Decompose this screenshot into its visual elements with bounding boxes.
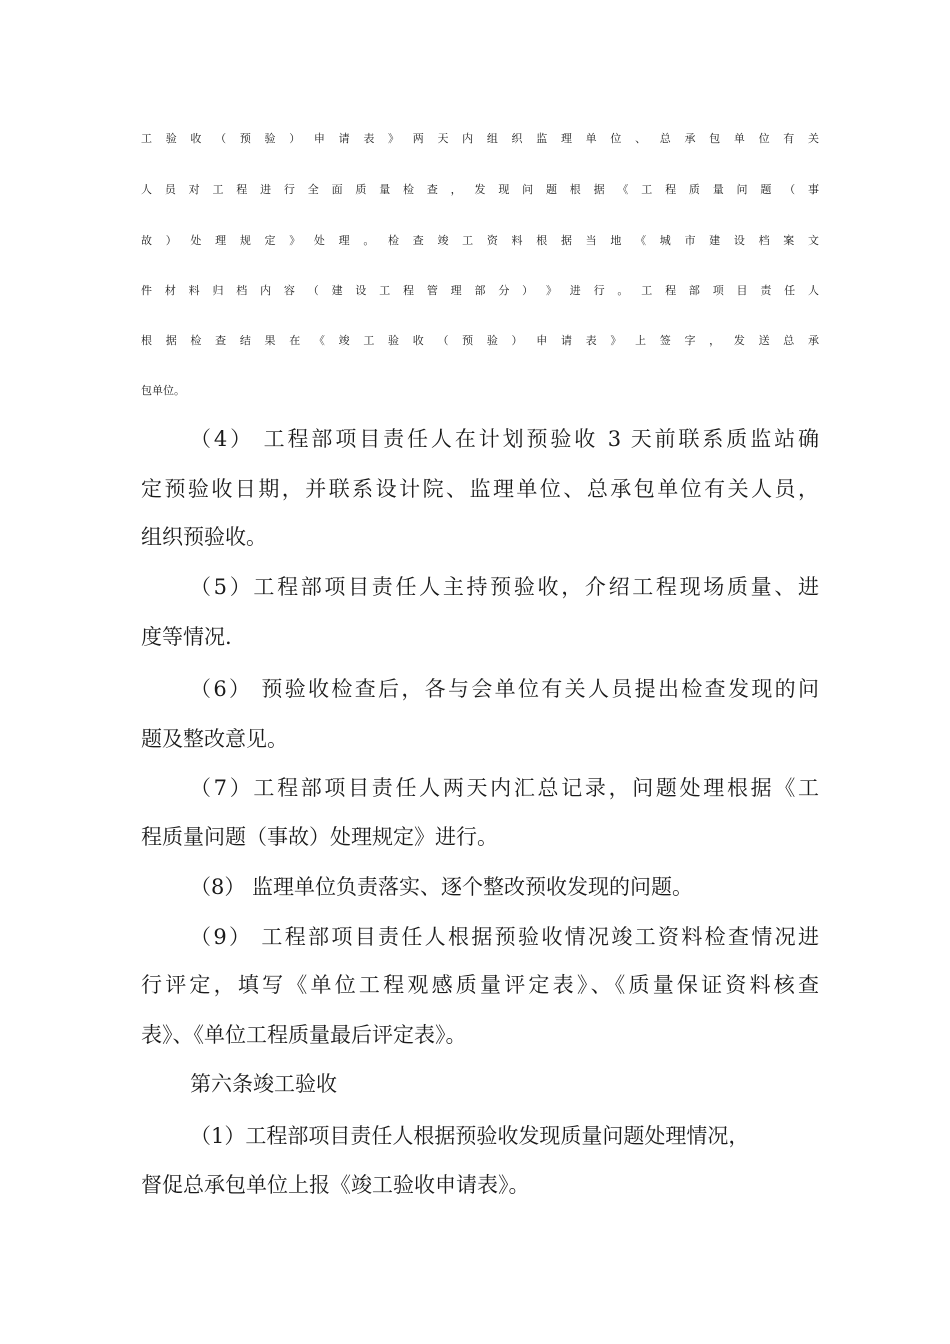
item-9-line-3: 表》、《单位工程质量最后评定表》。 [141, 1023, 467, 1047]
item-7-line-2: 程质量问题（事故）处理规定》进行。 [141, 825, 498, 849]
small-text-line-3: 故 ） 处 理 规 定 》 处 理 。 检 查 竣 工 资 料 根 据 当 地 《 城 市 建 设 档 案 文 [141, 234, 819, 247]
item-4-line-3: 组织预验收。 [141, 525, 267, 549]
item-6-line-2: 题及整改意见。 [141, 727, 288, 751]
small-text-line-6: 包单位。 [141, 384, 185, 397]
small-text-line-1: 工 验 收 （ 预 验 ） 申 请 表 》 两 天 内 组 织 监 理 单 位 、 总 承 包 单 位 有 关 [141, 132, 819, 145]
item-6-line-1: （6） 预验收检查后，各与会单位有关人员提出检查发现的问 [190, 677, 819, 701]
item-8-line-1: （8） 监理单位负责落实、逐个整改预收发现的问题。 [190, 875, 694, 899]
section-6-heading: 第六条竣工验收 [190, 1072, 337, 1096]
small-text-line-4: 件 材 料 归 档 内 容 （ 建 设 工 程 管 理 部 分 ） 》 进 行 。 工 程 部 项 目 责 任 人 [141, 284, 819, 297]
item-5-line-2: 度等情况. [141, 625, 232, 649]
item-9-line-1: （9） 工程部项目责任人根据预验收情况竣工资料检查情况进 [190, 925, 819, 949]
section-6-item-1-line-1: （1）工程部项目责任人根据预验收发现质量问题处理情况， [190, 1124, 750, 1148]
item-4-line-2: 定预验收日期，并联系设计院、监理单位、总承包单位有关人员， [141, 477, 819, 501]
item-4-line-1: （4） 工程部项目责任人在计划预验收 3 天前联系质监站确 [190, 427, 819, 451]
section-6-item-1-line-2: 督促总承包单位上报《竣工验收申请表》。 [141, 1173, 530, 1197]
small-text-line-2: 人 员 对 工 程 进 行 全 面 质 量 检 查 ， 发 现 问 题 根 据 《 工 程 质 量 问 题 （ 事 [141, 183, 819, 196]
item-9-line-2: 行评定，填写《单位工程观感质量评定表》、《质量保证资料核查 [141, 973, 819, 997]
item-5-line-1: （5）工程部项目责任人主持预验收，介绍工程现场质量、进 [190, 575, 819, 599]
item-7-line-1: （7）工程部项目责任人两天内汇总记录，问题处理根据《工 [190, 776, 819, 800]
small-text-line-5: 根 据 检 查 结 果 在 《 竣 工 验 收 （ 预 验 ） 申 请 表 》 上 签 字 ， 发 送 总 承 [141, 334, 819, 347]
